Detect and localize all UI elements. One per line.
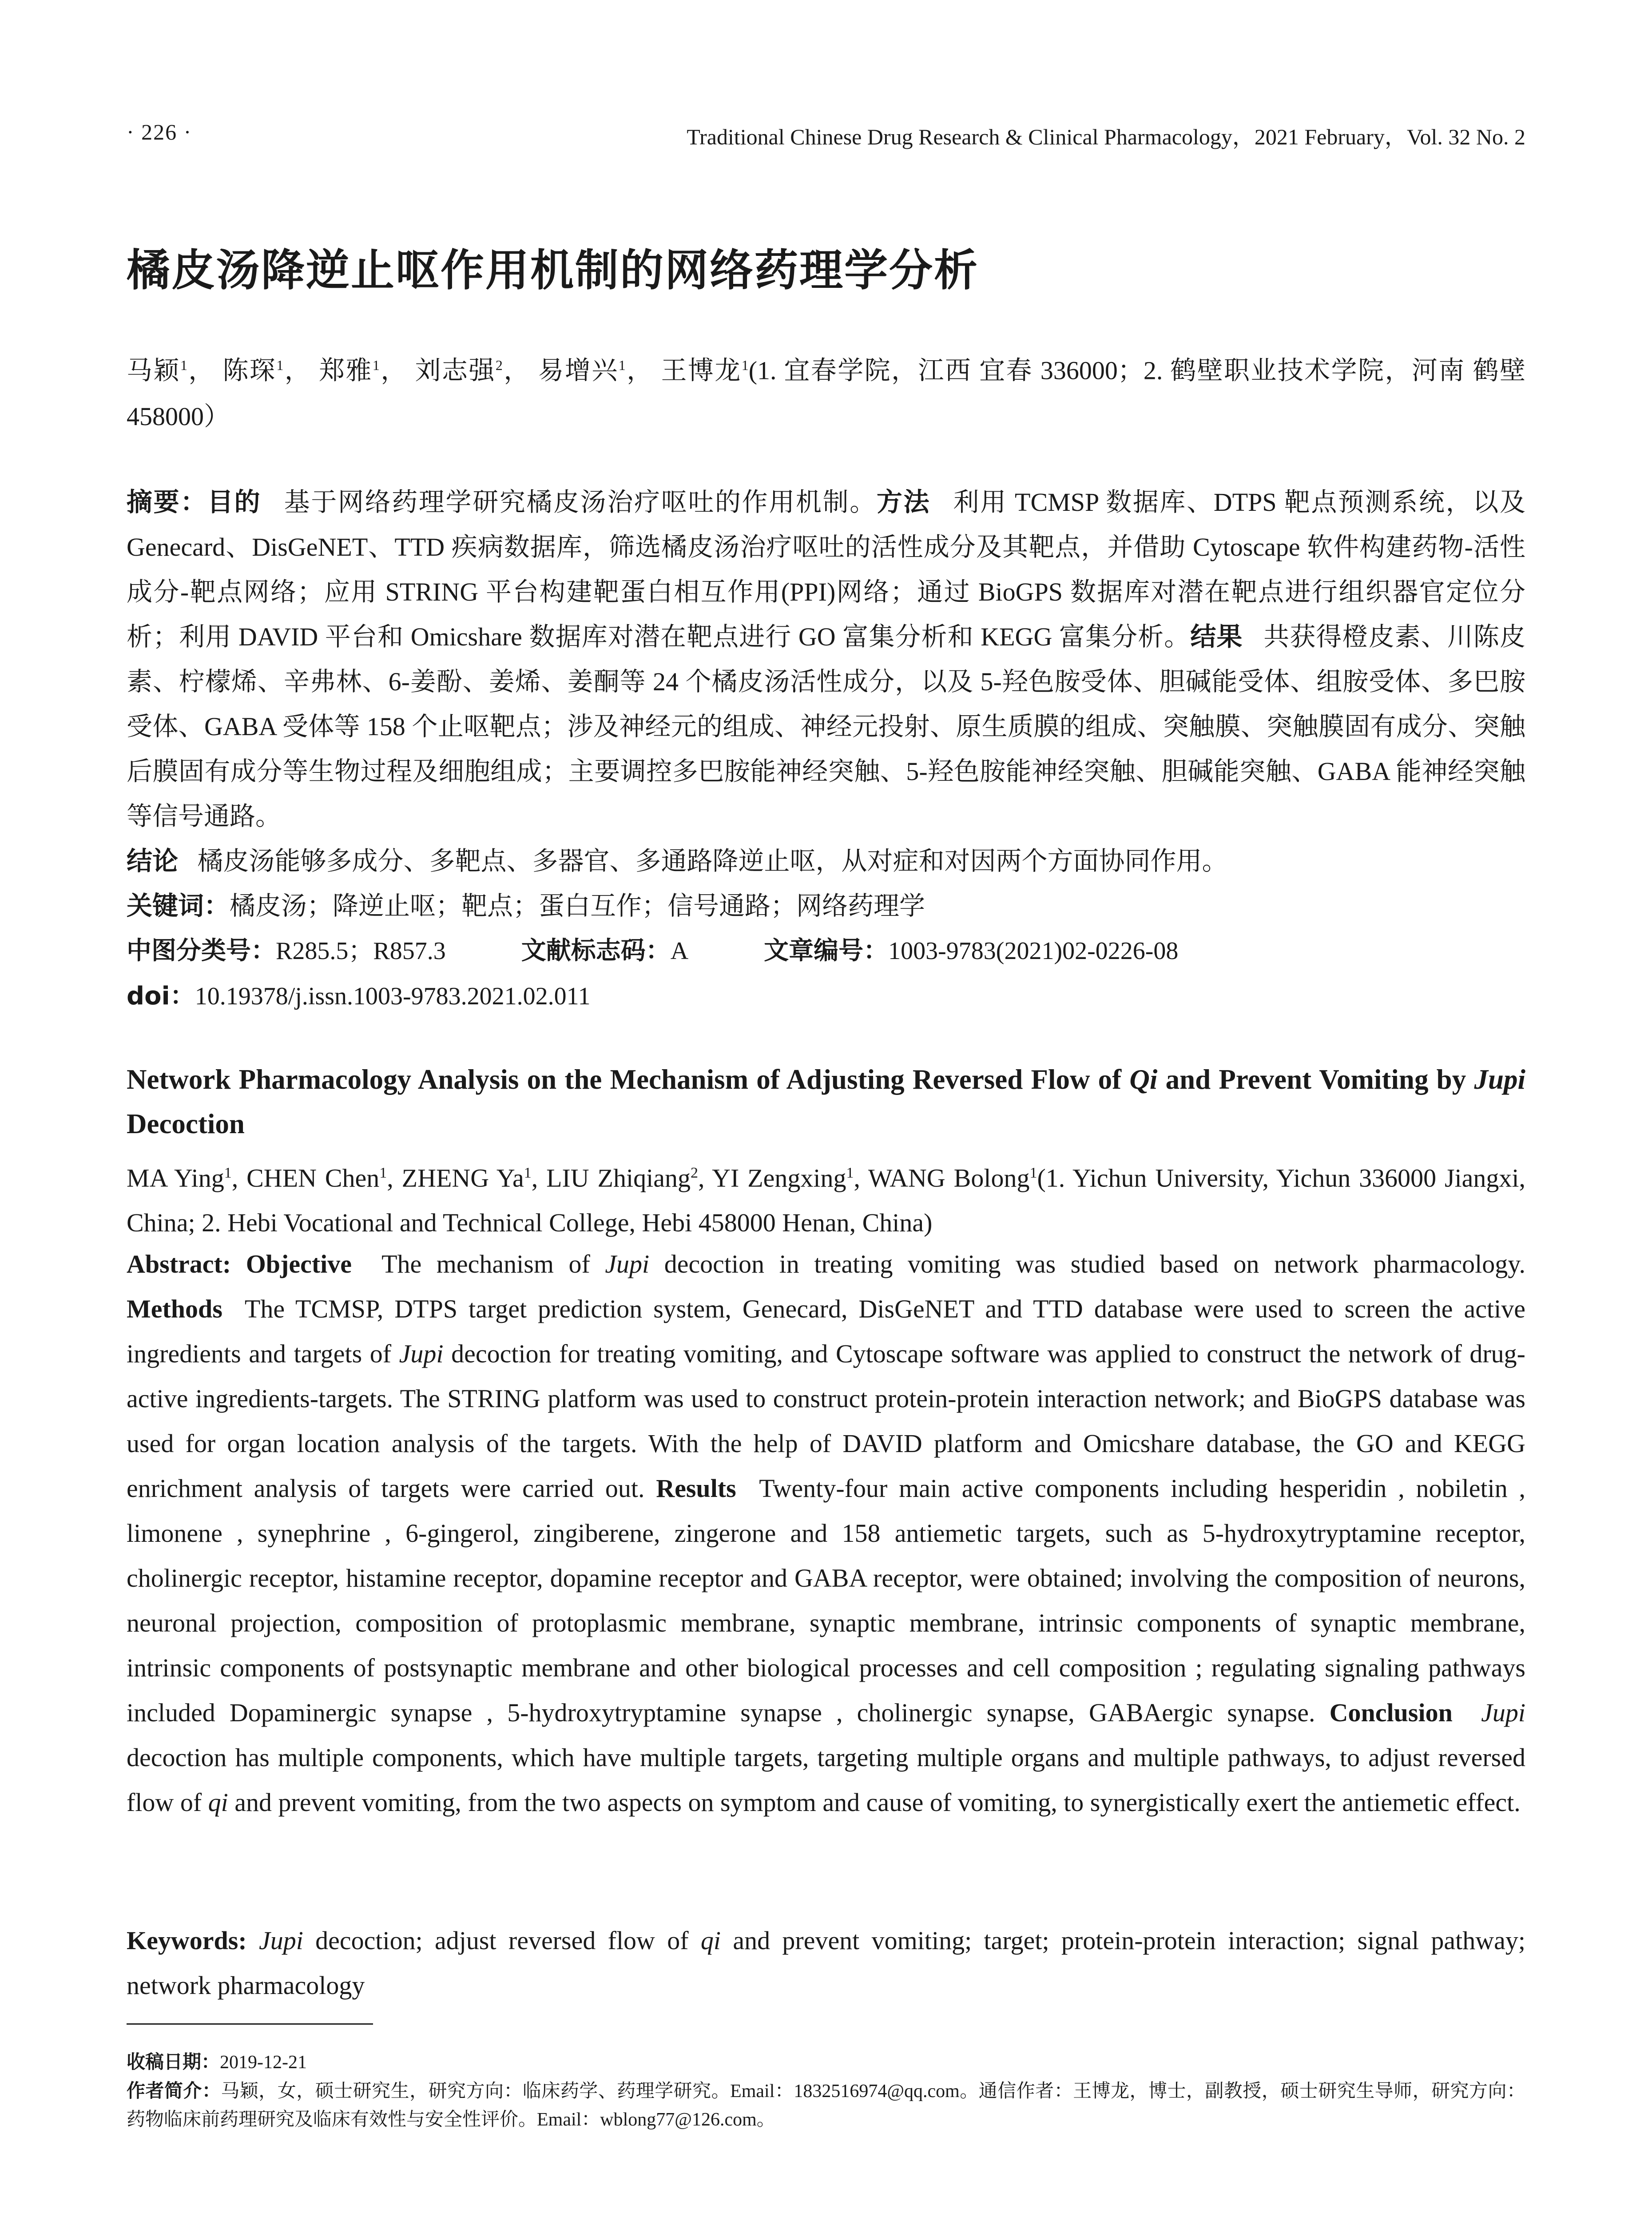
conclusion-chinese: 结论 橘皮汤能够多成分、多靶点、多器官、多通路降逆止呕，从对症和对因两个方面协同作用。 bbox=[127, 846, 1228, 876]
running-header bbox=[127, 119, 1525, 155]
title-english: Network Pharmacology Analysis on the Mechanism of Adjusting Reversed Flow of Qi and Prevent Vomiting by Jupi Decoction bbox=[127, 1064, 1525, 1139]
title-chinese: 橘皮汤降逆止呕作用机制的网络药理学分析 bbox=[127, 245, 979, 296]
received-date: 收稿日期：2019-12-21 bbox=[127, 2051, 307, 2073]
page-number: · 226 · bbox=[127, 119, 192, 144]
affiliation-english: (1. Yichun University, Yichun 336000 Jiangxi, China; 2. Hebi Vocational and Technical College, Hebi 458000 Henan, China) bbox=[127, 1163, 1525, 1238]
author-name: WANG Bolong bbox=[868, 1163, 1030, 1193]
author-name: LIU Zhiqiang bbox=[546, 1163, 691, 1193]
authors-chinese: 马颖$^1$， 陈琛$^1$， 郑雅$^1$， 刘志强$^2$， 易增兴$^1$， 王博龙$^1$(1. 宜春学院，江西 宜春 336000；2. 鹤壁职业技术学院，河南 鹤壁 458000） bbox=[127, 356, 1525, 431]
author-name: ZHENG Ya bbox=[401, 1163, 524, 1193]
doi-line: doi：10.19378/j.issn.1003-9783.2021.02.011 bbox=[127, 982, 591, 1011]
author-name: CHEN Chen bbox=[246, 1163, 380, 1193]
abstract-body-chinese: 摘要：目的 基于网络药理学研究橘皮汤治疗呕吐的作用机制。方法 利用 TCMSP 数据库、DTPS 靶点预测系统，以及 Genecard、DisGeNET、TTD 疾病数据库，筛选橘皮汤治疗呕吐的活性成分及其靶点，并借助 Cytoscape 软件构建药物-活性成分-靶点网络；应用 STRING 平台构建靶蛋白相互作用(PPI)网络；通过 BioGPS 数据库对潜在靶点进行组织器官定位分析；利用 DAVID 平台和 Omicshare 数据库对潜在靶点进行 GO 富集分析和 KEGG 富集分析。结果 共获得橙皮素、川陈皮素、柠檬烯、辛弗林、6-姜酚、姜烯、姜酮等 24 个橘皮汤活性成分，以及 5-羟色胺受体、胆碱能受体、组胺受体、多巴胺受体、GABA 受体等 158 个止呕靶点；涉及神经元的组成、神经元投射、原生质膜的组成、突触膜、突触膜固有成分、突触后膜固有成分等生物过程及细胞组成；主要调控多巴胺能神经突触、5-羟色胺能神经突触、胆碱能突触、GABA 能神经突触等信号通路。 bbox=[127, 487, 1525, 831]
footnotes bbox=[127, 2048, 1525, 2134]
abstract-body-english: Abstract: Objective The mechanism of Jupi decoction in treating vomiting was studied based on network pharmacology. Methods The TCMSP, DTPS target prediction system, Genecard, DisGeNET and TTD database were used to screen the active ingredients and targets of Jupi decoction for treating vomiting, and Cytoscape software was applied to construct the network of drug-active ingredients-targets. The STRING platform was used to construct protein-protein interaction network; and BioGPS database was used for organ location analysis of the targets. With the help of DAVID platform and Omicshare database, the GO and KEGG enrichment analysis of targets were carried out. Results Twenty-four main active components including hesperidin , nobiletin , limonene , synephrine , 6-gingerol, zingiberene, zingerone and 158 antiemetic targets, such as 5-hydroxytryptamine receptor, cholinergic receptor, histamine receptor, dopamine receptor and GABA receptor, were obtained; involving the composition of neurons, neuronal projection, composition of protoplasmic membrane, synaptic membrane, intrinsic components of synaptic membrane, intrinsic components of postsynaptic membrane and other biological processes and cell composition ; regulating signaling pathways included Dopaminergic synapse , 5-hydroxytryptamine synapse , cholinergic synapse, GABAergic synapse. Conclusion Jupi decoction has multiple components, which have multiple targets, targeting multiple organs and multiple pathways, to adjust reversed flow of qi and prevent vomiting, from the two aspects on symptom and cause of vomiting, to synergistically exert the antiemetic effect. bbox=[127, 1250, 1526, 1817]
author-name: MA Ying bbox=[127, 1163, 224, 1193]
classification-line: 中图分类号：R285.5；R857.3 文献标志码：A 文章编号：1003-9783(2021)02-0226-08 bbox=[127, 936, 1179, 965]
author-name: 刘志强 bbox=[415, 356, 496, 385]
author-name: 王博龙 bbox=[661, 356, 742, 385]
author-name: YI Zengxing bbox=[712, 1163, 846, 1193]
author-name: 易增兴 bbox=[538, 356, 619, 385]
abstract-chinese bbox=[127, 480, 1525, 1019]
keywords-english: Keywords: Jupi decoction; adjust reversed flow of qi and prevent vomiting; target; protein-protein interaction; signal pathway; network pharmacology bbox=[127, 1926, 1525, 2000]
journal-citation: Traditional Chinese Drug Research & Clinical Pharmacology，2021 February，Vol. 32 No. 2 bbox=[687, 124, 1525, 149]
author-name: 马颖 bbox=[127, 356, 180, 385]
author-name: 郑雅 bbox=[319, 356, 373, 385]
doi-link[interactable]: 10.19378/j.issn.1003-9783.2021.02.011 bbox=[195, 983, 591, 1010]
authors-english: MA Ying$^1$, CHEN Chen$^1$, ZHENG Ya$^1$, LIU Zhiqiang$^2$, YI Zengxing$^1$, WANG Bolong$^1$(1. Yichun University, Yichun 336000 Jiangxi, China; 2. Hebi Vocational and Technical College, Hebi 458000 Henan, China) bbox=[127, 1163, 1525, 1238]
footnote-divider bbox=[127, 2023, 373, 2025]
keywords-chinese: 关键词：橘皮汤；降逆止呕；靶点；蛋白互作；信号通路；网络药理学 bbox=[127, 891, 925, 921]
author-info: 作者简介：马颖，女，硕士研究生，研究方向：临床药学、药理学研究。Email：1832516974@qq.com。通信作者：王博龙，博士，副教授，硕士研究生导师，研究方向：药物临床前药理研究及临床有效性与安全性评价。Email：wblong77@126.com。 bbox=[127, 2080, 1525, 2130]
author-name: 陈琛 bbox=[222, 356, 277, 385]
abstract-english bbox=[127, 1242, 1525, 1825]
affiliation-chinese: (1. 宜春学院，江西 宜春 336000；2. 鹤壁职业技术学院，河南 鹤壁 458000） bbox=[127, 356, 1525, 431]
